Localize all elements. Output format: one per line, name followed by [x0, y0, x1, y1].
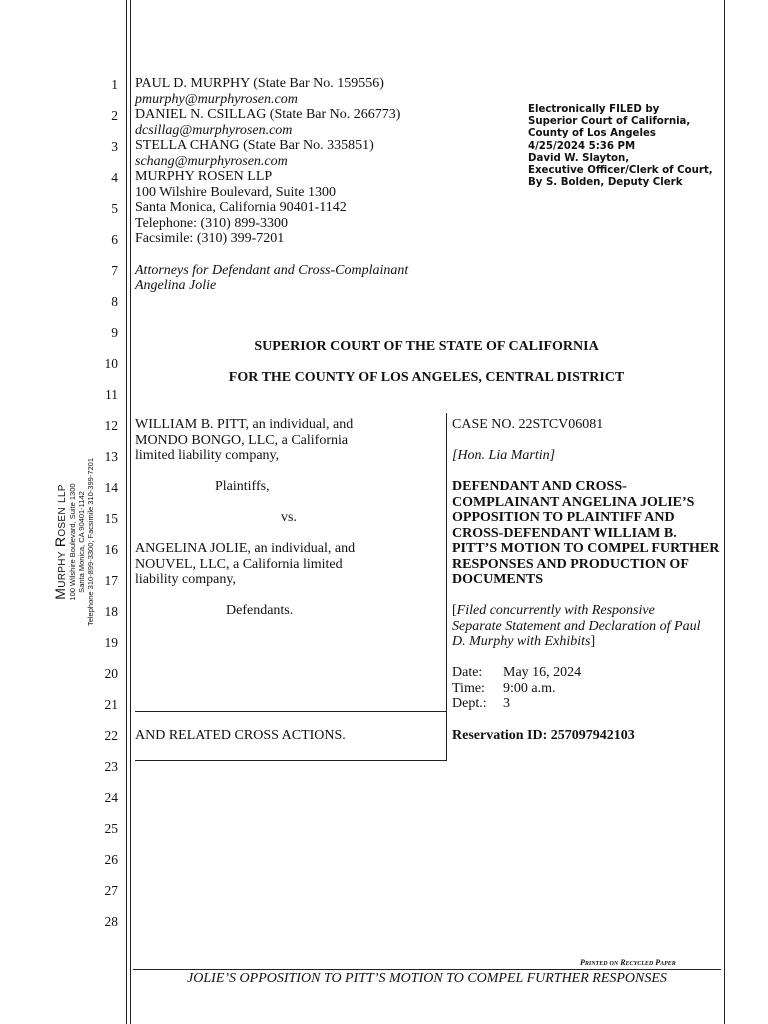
attorneys-for: Angelina Jolie	[135, 278, 217, 293]
line-number: 22	[104, 728, 118, 743]
firm-city: Santa Monica, California 90401-1142	[135, 200, 347, 215]
defendant-line: ANGELINA JOLIE, an individual, and	[135, 541, 356, 556]
line-number: 6	[111, 232, 118, 247]
document-title: DEFENDANT AND CROSS-COMPLAINANT ANGELINA JOLIE’S OPPOSITION TO PLAINTIFF AND CROSS-DEFENDANT WILLIAM B. PITT’S MOTION TO COMPEL FURTHER RESPONSES AND PRODUCTION OF DOCUMENTS	[452, 479, 720, 587]
line-number: 16	[104, 542, 118, 557]
line-number: 17	[104, 573, 118, 588]
court-title: SUPERIOR COURT OF THE STATE OF CALIFORNIA	[254, 339, 599, 354]
filed-line: Filed concurrently with Responsive	[456, 603, 655, 618]
attorneys-for: Attorneys for Defendant and Cross-Complainant	[135, 263, 409, 278]
hearing-time: 9:00 a.m.	[503, 681, 556, 696]
side-firm-imprint	[52, 432, 96, 652]
side-firm-phones: Telephone 310-899-3300; Facsimile 310-399-7201	[86, 457, 95, 627]
stamp-line: David W. Slayton,	[528, 152, 630, 164]
line-number: 8	[111, 294, 118, 309]
filed-concurrently	[452, 603, 655, 619]
line-number: 19	[104, 635, 118, 650]
stamp-line: Executive Officer/Clerk of Court,	[528, 165, 713, 177]
defendant-line: liability company,	[135, 572, 236, 587]
line-number: 1	[111, 77, 118, 92]
hearing-time-label: Time:	[452, 681, 485, 696]
dept-label: Dept.:	[452, 696, 487, 711]
line-number: 21	[104, 697, 118, 712]
line-number: 26	[104, 852, 118, 867]
filed-line: Separate Statement and Declaration of Paul	[452, 619, 701, 634]
stamp-line: By S. Bolden, Deputy Clerk	[528, 177, 683, 189]
plaintiffs-label: Plaintiffs,	[215, 479, 270, 494]
line-number: 15	[104, 511, 118, 526]
attorney-line: STELLA CHANG (State Bar No. 335851)	[135, 138, 374, 153]
defendants-label: Defendants.	[226, 603, 294, 618]
caption-rule-2	[135, 760, 446, 761]
line-number: 23	[104, 759, 118, 774]
judge: [Hon. Lia Martin]	[452, 448, 556, 463]
left-margin-rule-1	[126, 0, 127, 1024]
firm-name: MURPHY ROSEN LLP	[135, 169, 273, 184]
line-number: 10	[104, 356, 118, 371]
left-margin-rule-2	[130, 0, 131, 1024]
line-number: 14	[104, 480, 118, 495]
attorney-line: DANIEL N. CSILLAG (State Bar No. 266773)	[135, 107, 401, 122]
filing-stamp	[528, 104, 713, 189]
line-number: 2	[111, 108, 118, 123]
hearing-date: May 16, 2024	[503, 665, 582, 680]
attorney-email: dcsillag@murphyrosen.com	[135, 123, 293, 138]
filed-line: D. Murphy with Exhibits	[452, 634, 591, 649]
versus: vs.	[281, 510, 297, 525]
defendant-line: NOUVEL, LLC, a California limited	[135, 557, 343, 572]
stamp-line: County of Los Angeles	[528, 128, 656, 140]
court-county: FOR THE COUNTY OF LOS ANGELES, CENTRAL DISTRICT	[228, 370, 625, 385]
line-number: 5	[111, 201, 118, 216]
firm-telephone: Telephone: (310) 899-3300	[135, 216, 288, 231]
attorney-email: pmurphy@murphyrosen.com	[135, 92, 298, 107]
stamp-line: 4/25/2024 5:36 PM	[528, 140, 636, 152]
caption-rule-1	[135, 711, 446, 712]
line-number: 24	[104, 790, 118, 805]
line-number: 27	[104, 883, 118, 898]
filed-concurrently-end	[452, 634, 595, 650]
line-number: 7	[111, 263, 118, 278]
line-number: 28	[104, 914, 118, 929]
plaintiff-line: WILLIAM B. PITT, an individual, and	[135, 417, 354, 432]
attorney-line: PAUL D. MURPHY (State Bar No. 159556)	[135, 76, 384, 91]
footer-rule	[133, 969, 721, 970]
firm-address: 100 Wilshire Boulevard, Suite 1300	[135, 185, 336, 200]
side-firm-name: Murphy Rosen llp	[52, 484, 68, 600]
line-number: 18	[104, 604, 118, 619]
case-number: CASE NO. 22STCV06081	[452, 417, 604, 432]
right-margin-rule	[724, 0, 725, 1024]
side-firm-address: 100 Wilshire Boulevard, Suite 1300	[68, 483, 77, 601]
footer-title: JOLIE’S OPPOSITION TO PITT’S MOTION TO COMPEL FURTHER RESPONSES	[187, 971, 667, 986]
line-number: 20	[104, 666, 118, 681]
attorney-email: schang@murphyrosen.com	[135, 154, 288, 169]
line-number: 11	[105, 387, 118, 402]
firm-facsimile: Facsimile: (310) 399-7201	[135, 231, 285, 246]
recycled-paper-note: Printed on Recycled Paper	[580, 958, 676, 967]
line-number: 9	[111, 325, 118, 340]
line-number: 3	[111, 139, 118, 154]
caption-vertical-rule	[446, 413, 447, 761]
stamp-line: Electronically FILED by	[528, 104, 660, 115]
bracket-open: [	[452, 603, 457, 618]
stamp-line: Superior Court of California,	[528, 116, 691, 128]
bracket-close: ]	[590, 634, 596, 649]
line-number: 4	[111, 170, 118, 185]
reservation-id: Reservation ID: 257097942103	[452, 728, 635, 743]
hearing-date-label: Date:	[452, 665, 483, 680]
line-number: 25	[104, 821, 118, 836]
plaintiff-line: limited liability company,	[135, 448, 280, 463]
side-firm-city: Santa Monica, CA 90401-1142	[77, 491, 86, 593]
line-number: 13	[104, 449, 118, 464]
related-actions: AND RELATED CROSS ACTIONS.	[135, 728, 346, 743]
line-number: 12	[104, 418, 118, 433]
dept-value: 3	[503, 696, 510, 711]
plaintiff-line: MONDO BONGO, LLC, a California	[135, 433, 349, 448]
